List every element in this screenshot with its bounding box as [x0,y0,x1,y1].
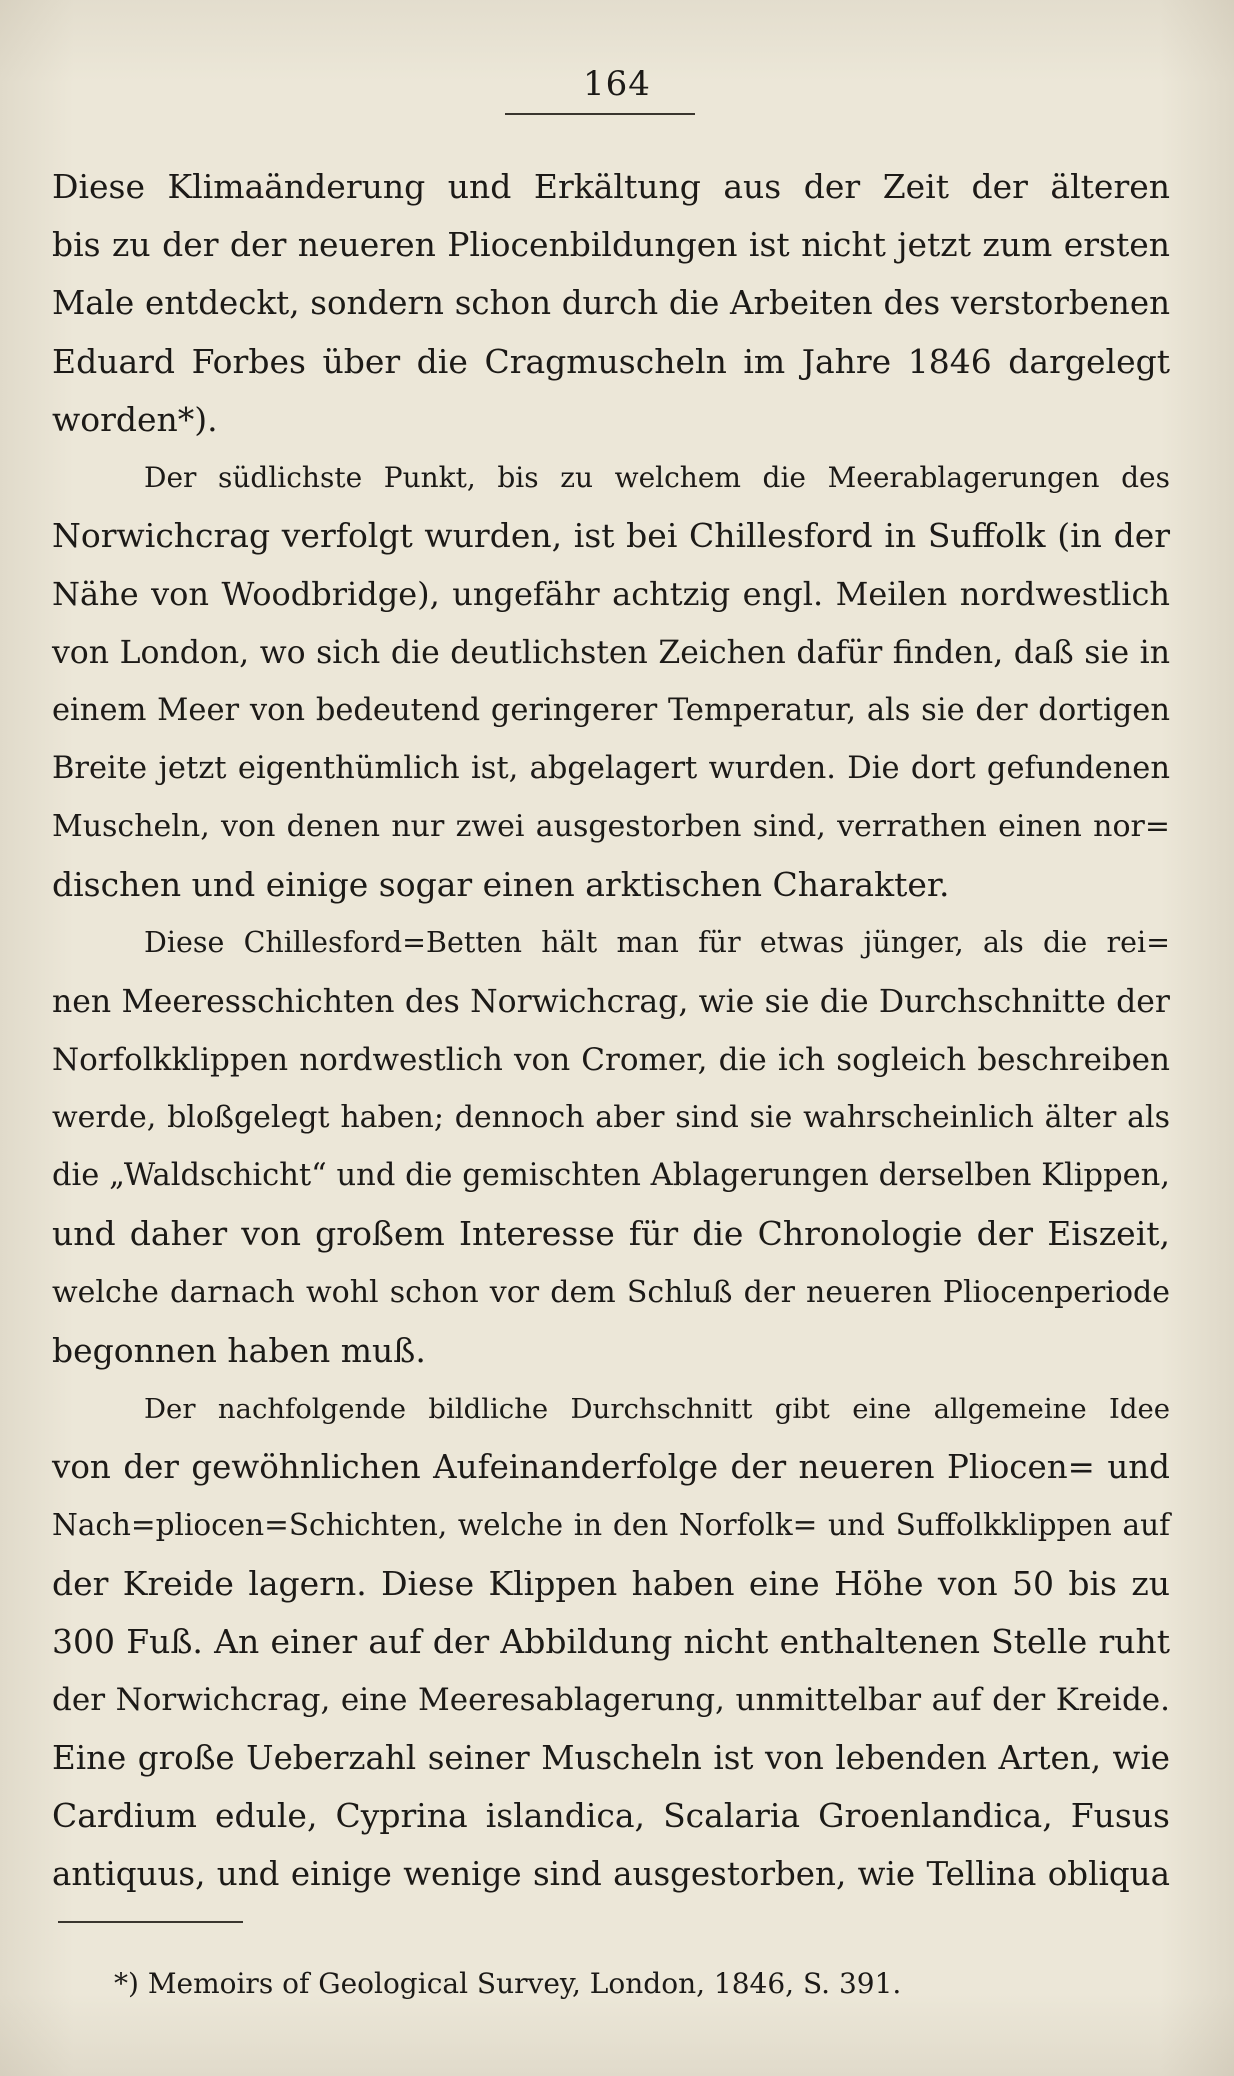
text-line: Nach=pliocen=Schichten, welche in den Norfolk= und Suffolkklippen auf [52,1508,1170,1543]
text-line: einem Meer von bedeutend geringerer Temperatur, als sie der dortigen [52,692,1170,728]
text-line: nen Meeresschichten des Norwichcrag, wie sie die Durchschnitte der [52,983,1170,1020]
text-line: Eine große Ueberzahl seiner Muscheln ist von lebenden Arten, wie [52,1739,1170,1778]
text-line: Diese Chillesford=Betten hält man für etwas jünger, als die rei= [144,926,1170,960]
text-line: Norfolkklippen nordwestlich von Cromer, die ich sogleich beschreiben [52,1041,1170,1078]
body-text [52,158,1170,1904]
text-line: bis zu der der neueren Pliocenbildungen ist nicht jetzt zum ersten [52,225,1170,265]
text-line: Eduard Forbes über die Cragmuscheln im Jahre 1846 dargelegt [52,341,1170,381]
text-line: Der südlichste Punkt, bis zu welchem die Meerablagerungen des [144,460,1170,494]
text-line: die „Waldschicht“ und die gemischten Ablagerungen derselben Klippen, [52,1158,1170,1194]
header-rule [505,113,695,115]
text-line: Muscheln, von denen nur zwei ausgestorben sind, verrathen einen nor= [52,809,1170,845]
text-line: von London, wo sich die deutlichsten Zeichen dafür finden, daß sie in [52,634,1170,671]
text-line: 300 Fuß. An einer auf der Abbildung nicht enthaltenen Stelle ruht [52,1621,1170,1661]
text-line: Male entdeckt, sondern schon durch die Arbeiten des verstorbenen [52,284,1170,323]
text-line: antiquus, und einige wenige sind ausgestorben, wie Tellina obliqua [52,1855,1170,1894]
text-line: welche darnach wohl schon vor dem Schluß der neueren Pliocenperiode [52,1274,1170,1310]
text-line: Nähe von Woodbridge), ungefähr achtzig engl. Meilen nordwestlich [52,575,1170,614]
text-line: von der gewöhnlichen Aufeinanderfolge der neueren Pliocen= und [52,1448,1170,1487]
text-line: Diese Klimaänderung und Erkältung aus der Zeit der älteren [52,167,1170,206]
text-line: dischen und einige sogar einen arktischen Charakter. [52,865,950,905]
text-line: worden*). [52,399,218,439]
text-line: begonnen haben muß. [52,1330,426,1370]
text-line: der Norwichcrag, eine Meeresablagerung, unmittelbar auf der Kreide. [52,1681,1170,1718]
text-line: Breite jetzt eigenthümlich ist, abgelagert wurden. Die dort gefundenen [52,750,1170,786]
text-line: der Kreide lagern. Diese Klippen haben eine Höhe von 50 bis zu [52,1563,1170,1603]
footnote: *) Memoirs of Geological Survey, London, 1846, S. 391. [114,1967,902,2000]
text-line: und daher von großem Interesse für die Chronologie der Eiszeit, [52,1214,1170,1254]
text-line: Der nachfolgende bildliche Durchschnitt gibt eine allgemeine Idee [144,1392,1170,1425]
footnote-rule [58,1921,243,1923]
text-line: Norwichcrag verfolgt wurden, ist bei Chillesford in Suffolk (in der [52,516,1170,556]
page-number: 164 [583,64,651,104]
text-line: werde, bloßgelegt haben; dennoch aber sind sie wahrscheinlich älter als [52,1100,1170,1135]
text-line: Cardium edule, Cyprina islandica, Scalaria Groenlandica, Fusus [52,1796,1170,1836]
